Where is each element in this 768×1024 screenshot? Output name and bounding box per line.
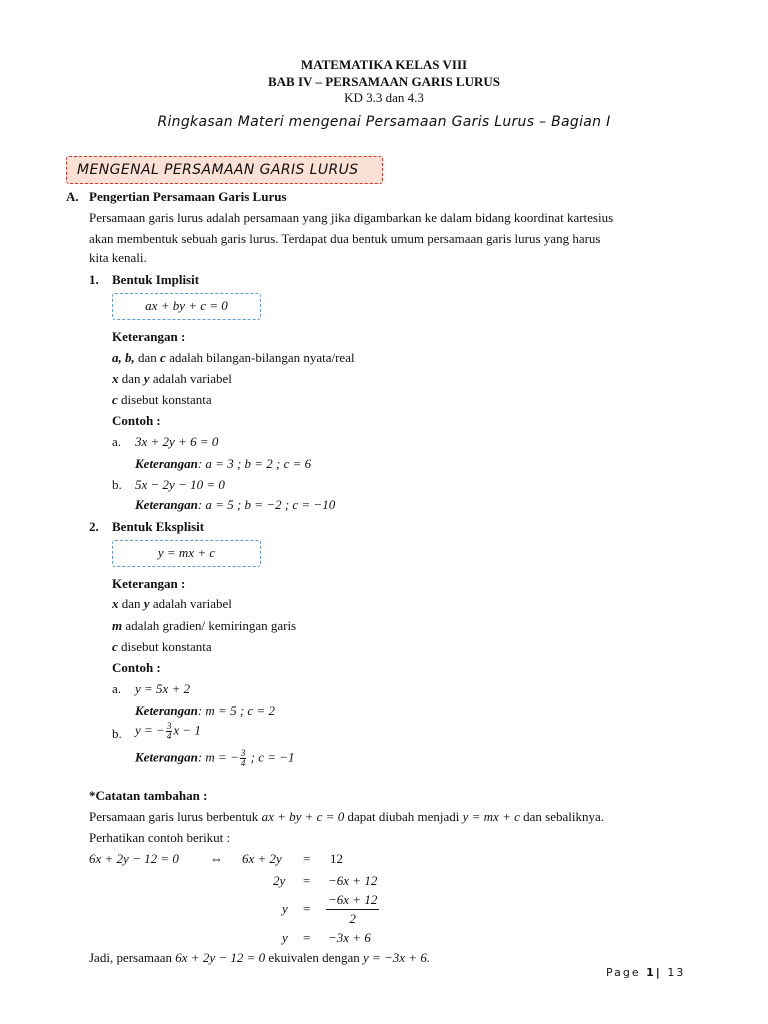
section-a-marker: A.: [66, 189, 79, 204]
eksplisit-ex-a-marker: a.: [112, 681, 122, 696]
implisit-ex-a-eq: 3x + 2y + 6 = 0: [135, 434, 219, 449]
derivation-fraction: [326, 892, 379, 927]
fraction-three-quarters: $\frac{3}{4}$: [166, 721, 172, 741]
kd-label: KD 3.3 dan 4.3: [344, 90, 424, 105]
section-heading-box: [66, 156, 383, 184]
implisit-ket-label: Keterangan :: [112, 329, 186, 344]
eksplisit-marker: 2.: [89, 519, 99, 534]
catatan-line-1: Persamaan garis lurus berbentuk ax + by + c = 0 dapat diubah menjadi y = mx + c dan sebaliknya.: [89, 809, 604, 824]
subtitle: Ringkasan Materi mengenai Persamaan Garis Lurus – Bagian I: [157, 114, 611, 130]
page-total: 13: [667, 966, 686, 979]
implisit-ex-b-ket: Keterangan: a = 5 ; b = −2 ; c = −10: [135, 497, 336, 512]
derivation-eq-2: =: [303, 873, 311, 888]
eksplisit-ex-b-ket: Keterangan: m = − $\frac{3}{4}$ ; c = −1: [135, 748, 295, 768]
implisit-ket-3: c disebut konstanta: [112, 392, 212, 407]
page-label: Page: [606, 966, 641, 979]
derivation-lhs-1: 6x + 2y: [242, 851, 282, 866]
derivation-eq-3: =: [303, 901, 311, 916]
paragraph-line-3: kita kenali.: [89, 250, 147, 265]
eksplisit-title: Bentuk Eksplisit: [112, 519, 205, 534]
derivation-rhs-4: −3x + 6: [328, 930, 371, 945]
fraction-numerator: −6x + 12: [326, 892, 379, 910]
implisit-ex-a-ket: Keterangan: a = 3 ; b = 2 ; c = 6: [135, 456, 312, 471]
eksplisit-ex-a-ket: Keterangan: m = 5 ; c = 2: [135, 703, 275, 718]
implisit-ex-a-marker: a.: [112, 434, 122, 449]
eksplisit-ket-3: c disebut konstanta: [112, 639, 212, 654]
fraction-denominator: 2: [349, 911, 356, 926]
implisit-title: Bentuk Implisit: [112, 272, 200, 287]
eksplisit-contoh-label: Contoh :: [112, 660, 161, 675]
paragraph-line-1: Persamaan garis lurus adalah persamaan yang jika digambarkan ke dalam bidang koordinat kartesius: [89, 210, 614, 225]
eksplisit-ex-a-eq: y = 5x + 2: [135, 681, 191, 696]
chapter-title: BAB IV – PERSAMAAN GARIS LURUS: [268, 74, 500, 89]
implisit-ket-1: a, b, dan c adalah bilangan-bilangan nyata/real: [112, 350, 355, 365]
doc-title: MATEMATIKA KELAS VIII: [300, 57, 468, 72]
catatan-line-2: Perhatikan contoh berikut :: [89, 830, 231, 845]
implisit-ex-b-marker: b.: [112, 477, 122, 492]
derivation-rhs-1: 12: [330, 851, 343, 866]
paragraph-line-2: akan membentuk sebuah garis lurus. Terdapat dua bentuk umum persamaan garis lurus yang harus: [89, 231, 601, 246]
conclusion-line: Jadi, persamaan 6x + 2y − 12 = 0 ekuivalen dengan y = −3x + 6.: [89, 950, 431, 965]
implisit-contoh-label: Contoh :: [112, 413, 161, 428]
eksplisit-formula: y = mx + c: [157, 545, 216, 560]
implisit-ket-2: x dan y adalah variabel: [112, 371, 232, 386]
derivation-eq-1: =: [303, 851, 311, 866]
eksplisit-ex-b-eq: y = − $\frac{3}{4}$ x − 1: [135, 721, 201, 741]
equivalence-arrow: ⇔: [210, 851, 223, 866]
derivation-lhs-3: y: [282, 901, 288, 916]
catatan-title: *Catatan tambahan :: [89, 788, 208, 803]
page-number: 1: [646, 966, 656, 979]
derivation-eq-4: =: [303, 930, 311, 945]
section-a-title: Pengertian Persamaan Garis Lurus: [89, 189, 287, 204]
derivation-start: 6x + 2y − 12 = 0: [89, 851, 179, 866]
derivation-rhs-2: −6x + 12: [328, 873, 378, 888]
page-footer: Page 1| 13: [606, 966, 686, 979]
derivation-lhs-4: y: [282, 930, 288, 945]
fraction-three-quarters-ket: $\frac{3}{4}$: [240, 748, 246, 768]
implisit-ex-b-eq: 5x − 2y − 10 = 0: [135, 477, 225, 492]
derivation-lhs-2: 2y: [273, 873, 286, 888]
implisit-marker: 1.: [89, 272, 99, 287]
eksplisit-ket-1: x dan y adalah variabel: [112, 596, 232, 611]
implisit-formula: ax + by + c = 0: [145, 298, 228, 313]
implisit-formula-box: [112, 293, 261, 320]
eksplisit-formula-box: [112, 540, 261, 567]
eksplisit-ket-2: m adalah gradien/ kemiringan garis: [112, 618, 297, 633]
section-heading: MENGENAL PERSAMAAN GARIS LURUS: [77, 162, 359, 178]
eksplisit-ket-label: Keterangan :: [112, 576, 186, 591]
eksplisit-ex-b-marker: b.: [112, 726, 122, 741]
